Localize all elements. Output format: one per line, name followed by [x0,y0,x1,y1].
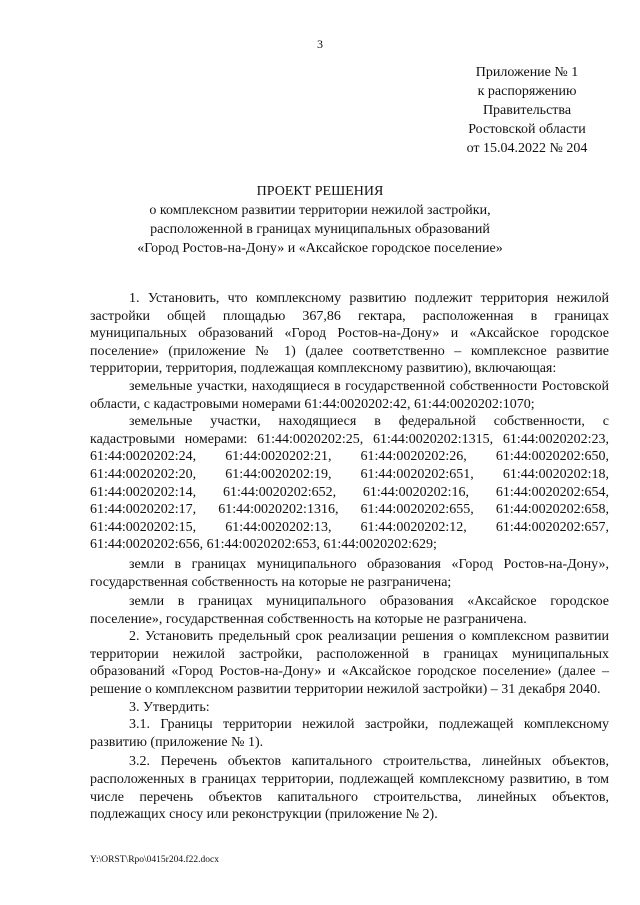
title-line: о комплексном развитии территории нежилой застройки, [149,203,491,218]
paragraph-federal-land: земельные участки, находящиеся в федеральной собственности, с кадастровыми номерами: 61:44:0020202:25, 61:44:0020202:1315, 61:44:0020202:23, 61:44:0020202:24, 61:44:0020202:21, 61:44:0020202:26, 61:44:0020202:650, 61:44:0020202:20, 61:44:0020202:19, 61:44:0020202:651, 61:44:0020202:18, 61:44:0020202:14, 61:44:0020202:652, 61:44:0020202:16, 61:44:0020202:654, 61:44:0020202:17, 61:44:0020202:1316, 61:44:0020202:655, 61:44:0020202:658, 61:44:0020202:15, 61:44:0020202:13, 61:44:0020202:12, 61:44:0020202:657, 61:44:0020202:656, 61:44:0020202:653, 61:44:0020202:629; [90,414,609,553]
paragraph-rostov-land: земли в границах муниципального образования «Город Ростов-на-Дону», государственная собственность на которые не разграничена; [90,556,609,590]
document-body [90,290,609,824]
title-line: «Город Ростов-на-Дону» и «Аксайское городское поселение» [137,241,503,256]
paragraph-3-2: 3.2. Перечень объектов капитального строительства, линейных объектов, расположенных в границах территории, подлежащей комплексному развитию, в том числе перечень объектов капитального строительства, линейных объектов, подлежащих сносу или реконструкции (приложение № 2). [90,754,609,823]
appendix-line: к распоряжению [477,84,577,99]
paragraph-3-1: 3.1. Границы территории нежилой застройки, подлежащей комплексному развитию (приложение № 1). [90,717,609,750]
appendix-line: Приложение № 1 [475,65,579,80]
paragraph-3: 3. Утвердить: [129,699,210,715]
appendix-line: Правительства [482,103,572,118]
appendix-block [452,63,602,158]
title-line: расположенной в границах муниципальных образований [150,222,490,237]
paragraph-2: 2. Установить предельный срок реализации решения о комплексном развитии территории нежилой застройки, расположенной в границах муниципальных образований «Город Ростов-на-Дону» и «Аксайское городское поселение» (далее – решение о комплексном развитии территории нежилой застройки) – 31 декабря 2040. [90,629,609,698]
paragraph-1: 1. Установить, что комплексному развитию подлежит территория нежилой застройки общей площадью 367,86 гектара, расположенная в границах муниципальных образований «Город Ростов-на-Дону» и «Аксайское городское поселение» (приложение № 1) (далее соответственно – комплексное развитие территории, территория, подлежащая комплексному развитию), включающая: [90,291,609,377]
document-heading: ПРОЕКТ РЕШЕНИЯ [256,184,384,199]
appendix-line: Ростовской области [468,122,586,137]
file-path-footer: Y:\ORST\Rpo\0415r204.f22.docx [90,855,219,865]
appendix-line: от 15.04.2022 № 204 [466,141,588,156]
paragraph-aksay-land: земли в границах муниципального образования «Аксайское городское поселение», государственная собственность на которые не разграничена. [90,594,609,627]
page-number: 3 [317,37,323,51]
title-block [110,182,530,258]
paragraph-regional-land: земельные участки, находящиеся в государственной собственности Ростовской области, с кадастровыми номерами 61:44:0020202:42, 61:44:0020202:1070; [90,378,609,412]
